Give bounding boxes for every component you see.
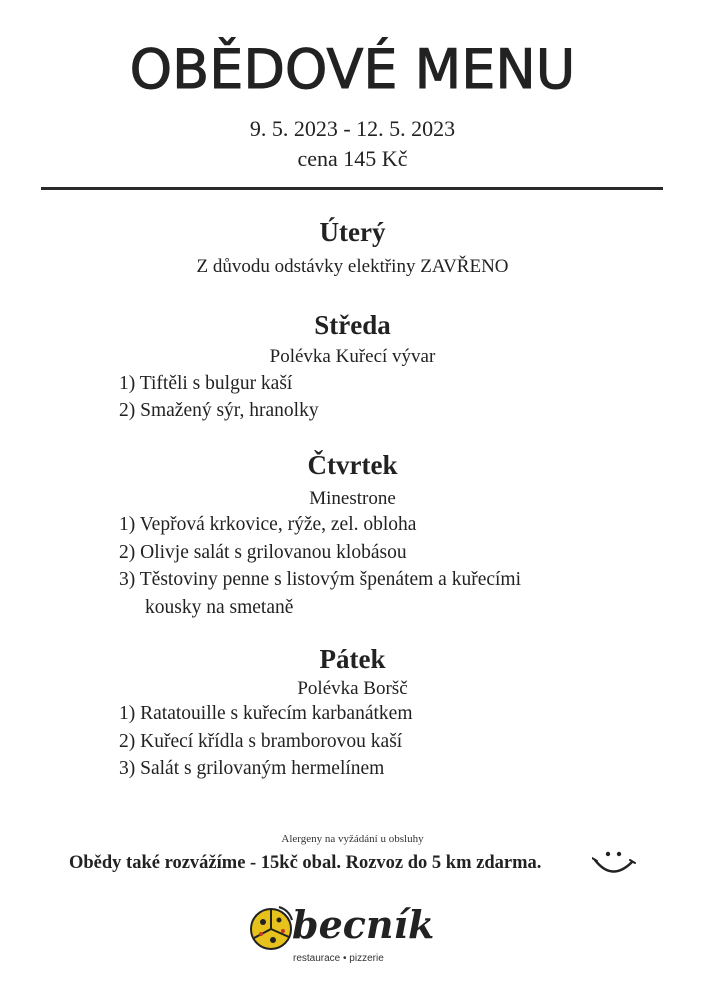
smile-icon <box>592 848 636 878</box>
menu-price: cena 145 Kč <box>297 146 408 171</box>
menu-item: 2) Olivje salát s grilovanou klobásou <box>119 542 407 563</box>
day-heading-friday: Pátek <box>319 644 386 674</box>
menu-item: 1) Tiftěli s bulgur kaší <box>119 373 293 394</box>
soup-friday: Polévka Boršč <box>297 678 408 699</box>
soup-wednesday: Polévka Kuřecí vývar <box>269 346 436 367</box>
menu-item: 3) Těstoviny penne s listovým špenátem a kuřecími <box>119 569 522 590</box>
logo-subtitle: restaurace • pizzerie <box>293 953 384 964</box>
logo-wordmark: becník <box>292 902 435 947</box>
closed-note: Z důvodu odstávky elektřiny ZAVŘENO <box>196 256 509 277</box>
menu-item: 3) Salát s grilovaným hermelínem <box>119 758 385 779</box>
divider <box>41 187 663 190</box>
day-heading-wednesday: Středa <box>314 310 391 340</box>
menu-item: 1) Ratatouille s kuřecím karbanátkem <box>119 703 413 724</box>
date-range: 9. 5. 2023 - 12. 5. 2023 <box>249 116 456 141</box>
day-heading-tuesday: Úterý <box>319 217 386 247</box>
allergens-note: Alergeny na vyžádání u obsluhy <box>281 833 424 845</box>
soup-thursday: Minestrone <box>309 488 396 509</box>
delivery-note: Obědy také rozvážíme - 15kč obal. Rozvoz do 5 km zdarma. <box>69 853 542 873</box>
menu-item: 2) Kuřecí křídla s bramborovou kaší <box>119 731 403 752</box>
pizza-icon <box>249 904 295 952</box>
page-title: OBĚDOVÉ MENU <box>129 38 576 101</box>
menu-item-continuation: kousky na smetaně <box>145 597 294 618</box>
menu-item: 1) Vepřová krkovice, rýže, zel. obloha <box>119 514 417 535</box>
menu-item: 2) Smažený sýr, hranolky <box>119 400 319 421</box>
day-heading-thursday: Čtvrtek <box>307 450 398 480</box>
